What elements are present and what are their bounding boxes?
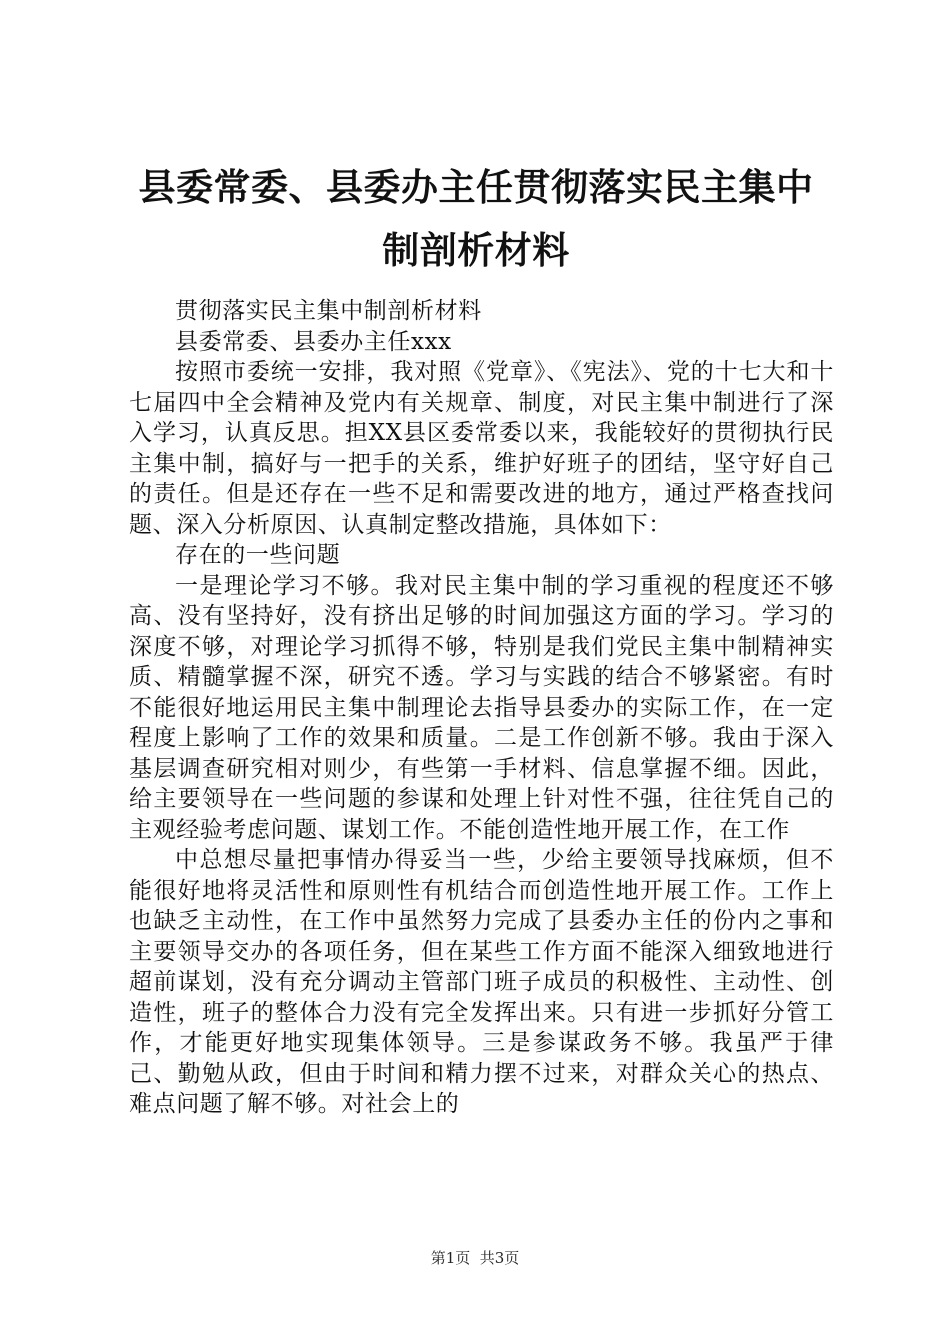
paragraph-subtitle: 贯彻落实民主集中制剖析材料 xyxy=(175,298,482,324)
page-footer xyxy=(0,1248,950,1268)
paragraph-intro: 按照市委统一安排，我对照《党章》、《宪法》、党的十七大和十七届四中全会精神及党内有关规章、制度，对民主集中制进行了深入学习，认真反思。担XX县区委常委以来，我能较好的贯彻执行民主集中制，搞好与一把手的关系，维护好班子的团结，坚守好自己的责任。但是还存在一些不足和需要改进的地方，通过严格查找问题、深入分析原因、认真制定整改措施，具体如下： xyxy=(129,359,834,538)
paragraph-section-heading: 存在的一些问题 xyxy=(175,542,341,568)
document-body xyxy=(129,296,834,1120)
document-title: 县委常委、县委办主任贯彻落实民主集中制剖析材料 xyxy=(138,165,814,272)
paragraph-author: 县委常委、县委办主任xxx xyxy=(175,328,452,355)
paragraph-problems-1: 一是理论学习不够。我对民主集中制的学习重视的程度还不够高、没有坚持好，没有挤出足够的时间加强这方面的学习。学习的深度不够，对理论学习抓得不够，特别是我们党民主集中制精神实质、精髓掌握不深，研究不透。学习与实践的结合不够紧密。有时不能很好地运用民主集中制理论去指导县委办的实际工作，在一定程度上影响了工作的效果和质量。二是工作创新不够。我由于深入基层调查研究相对则少，有些第一手材料、信息掌握不细。因此，给主要领导在一些问题的参谋和处理上针对性不强，往往凭自己的主观经验考虑问题、谋划工作。不能创造性地开展工作，在工作 xyxy=(129,572,834,843)
page-number: 第1页 共3页 xyxy=(430,1249,520,1267)
paragraph-problems-2: 中总想尽量把事情办得妥当一些，少给主要领导找麻烦，但不能很好地将灵活性和原则性有机结合而创造性地开展工作。工作上也缺乏主动性，在工作中虽然努力完成了县委办主任的份内之事和主要领导交办的各项任务，但在某些工作方面不能深入细致地进行超前谋划，没有充分调动主管部门班子成员的积极性、主动性、创造性，班子的整体合力没有完全发挥出来。只有进一步抓好分管工作，才能更好地实现集体领导。三是参谋政务不够。我虽严于律己、勤勉从政，但由于时间和精力摆不过来，对群众关心的热点、难点问题了解不够。对社会上的 xyxy=(129,847,834,1117)
